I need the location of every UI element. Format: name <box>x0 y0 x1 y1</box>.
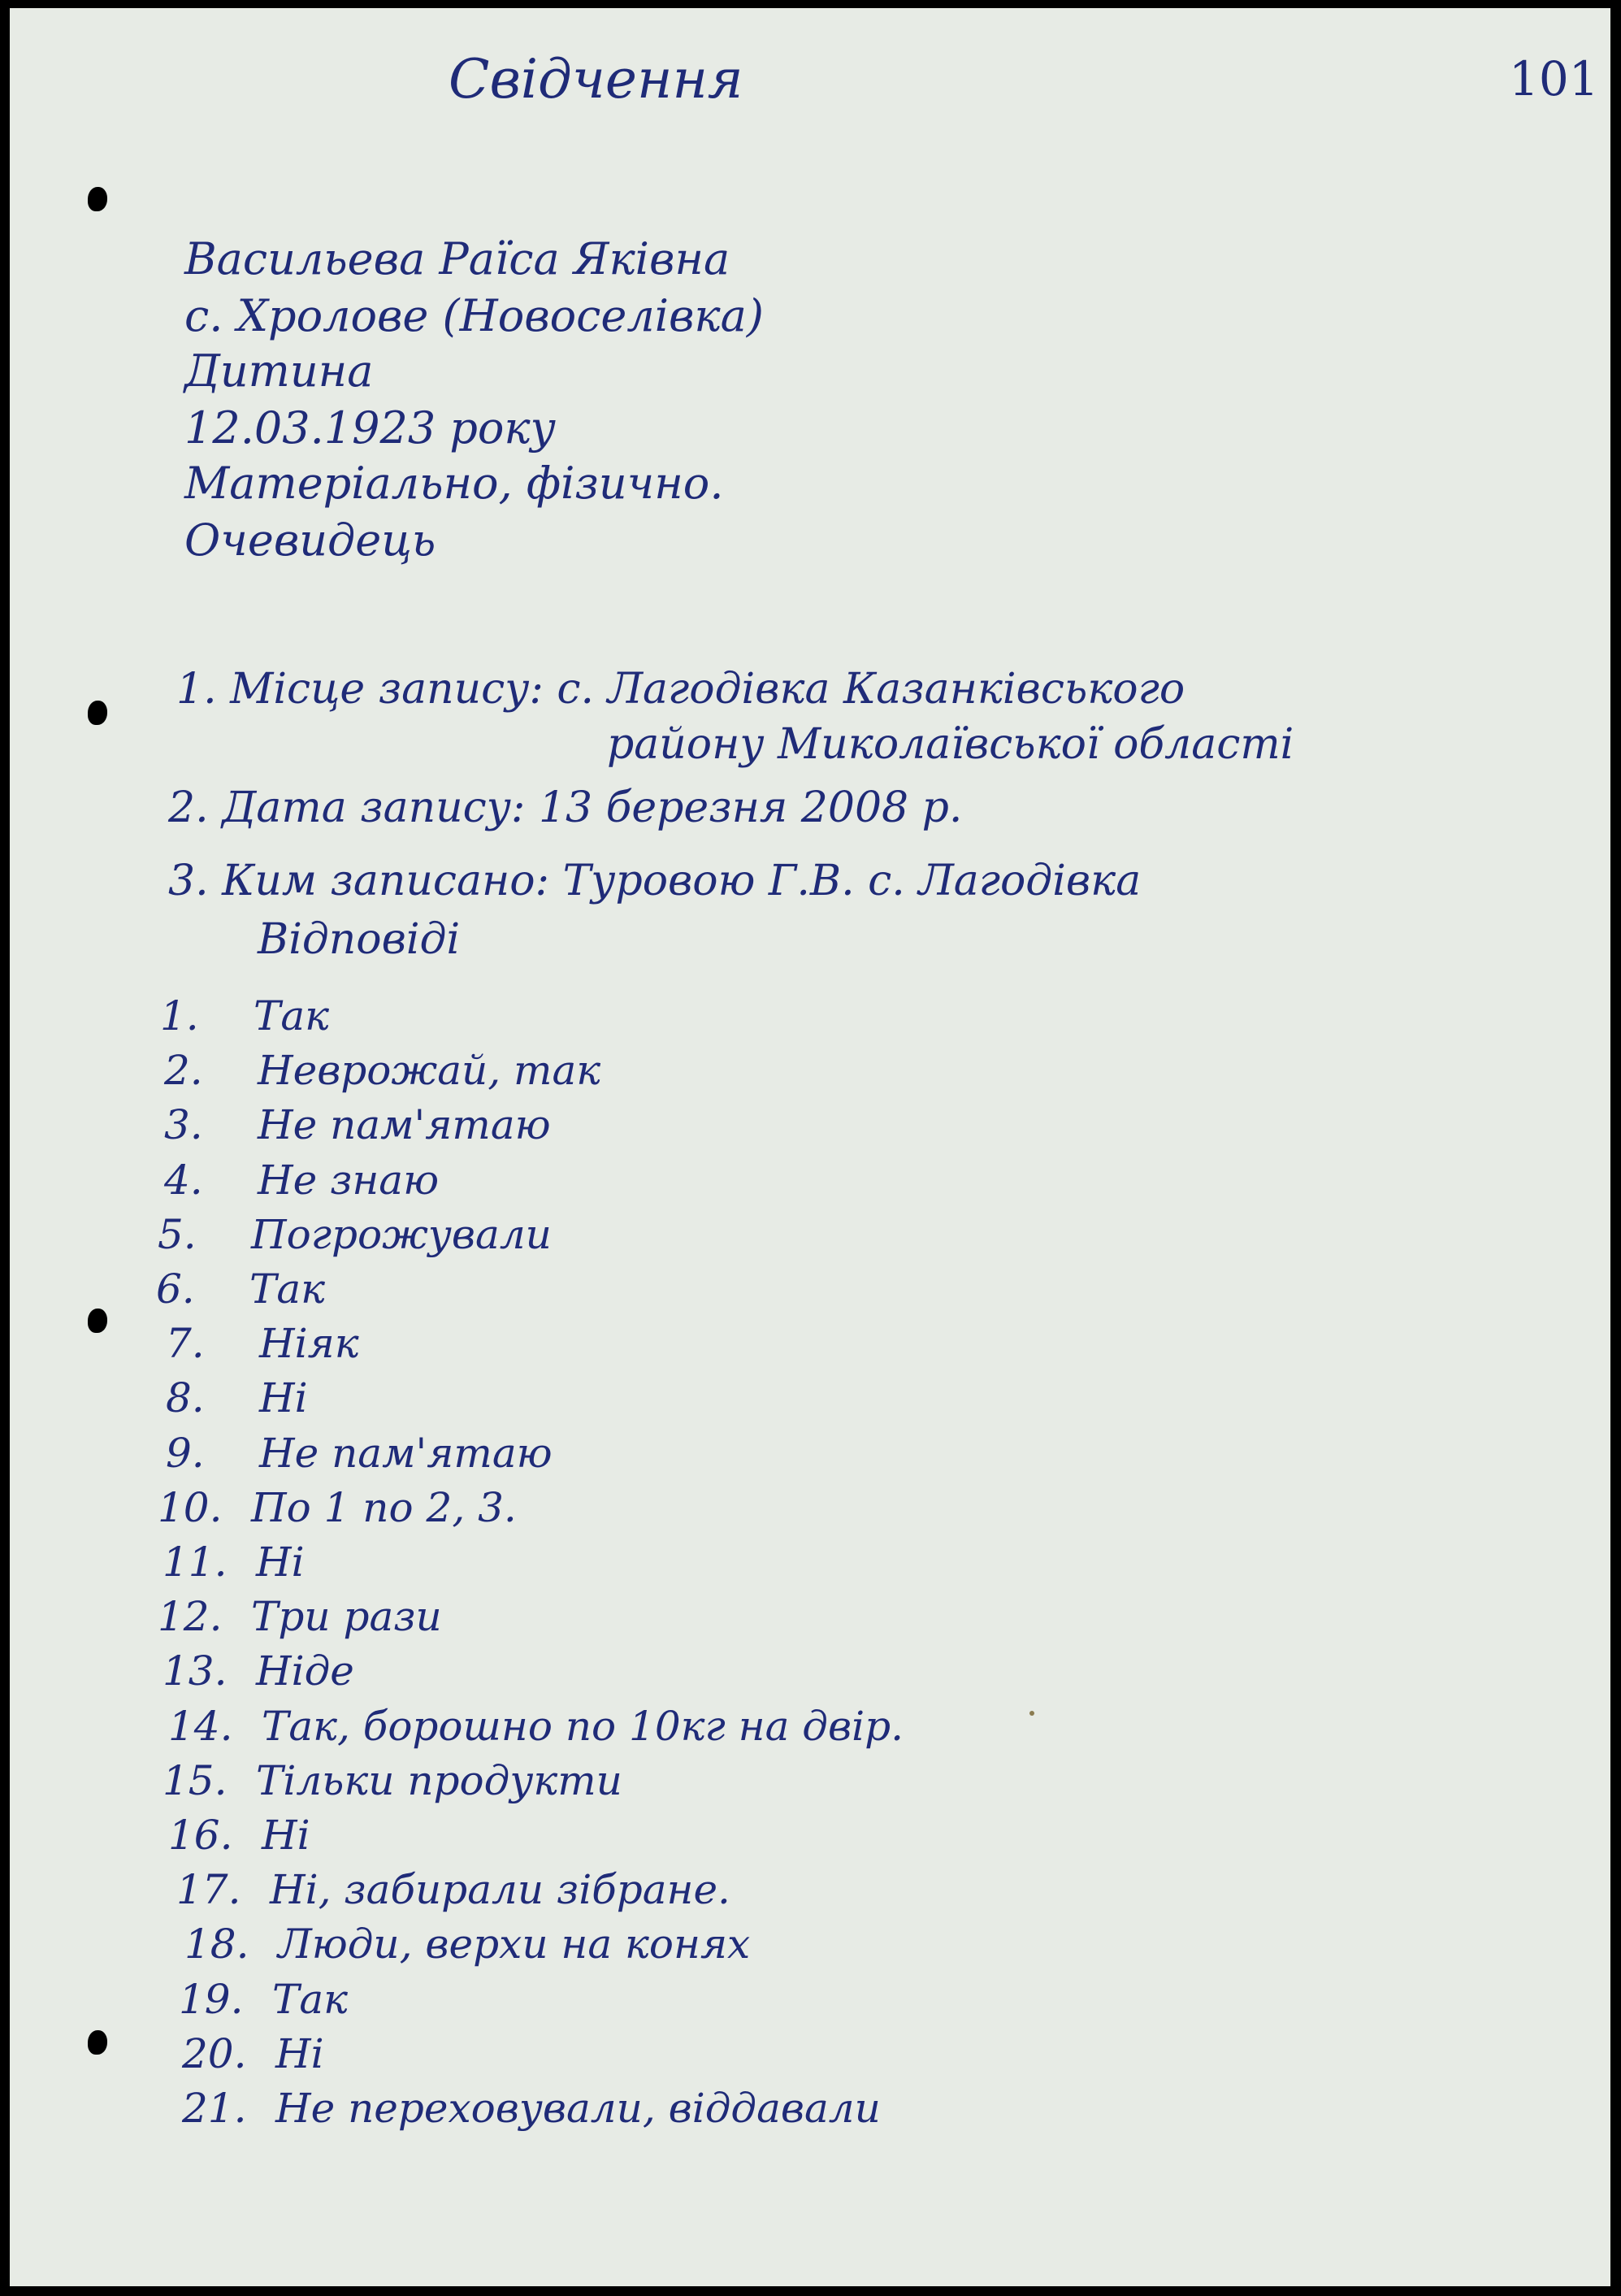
answer-number: 4. <box>164 1157 203 1204</box>
answer-text: Погрожували <box>251 1211 552 1258</box>
answer-row <box>179 1976 349 2023</box>
answer-row <box>156 1265 326 1313</box>
answer-text: Ні <box>256 1539 305 1586</box>
punch-hole <box>88 187 107 211</box>
answer-number: 8. <box>166 1374 205 1421</box>
person-role: Очевидець <box>184 514 436 566</box>
answer-row <box>158 1211 552 1258</box>
answer-number: 3. <box>164 1101 203 1148</box>
punch-hole <box>88 2030 107 2055</box>
answer-row <box>166 1374 308 1421</box>
answer-number: 14. <box>168 1703 233 1750</box>
answer-text: Неврожай, так <box>258 1047 601 1094</box>
answer-row <box>168 1812 310 1859</box>
answer-number: 17. <box>176 1866 241 1913</box>
person-birthdate: 12.03.1923 року <box>184 402 556 454</box>
answer-row <box>160 992 330 1039</box>
answer-number: 9. <box>166 1430 205 1477</box>
answer-number: 1. <box>160 992 199 1039</box>
person-village: с. Хролове (Новоселівка) <box>184 290 764 341</box>
record-place-continued: району Миколаївської області <box>607 720 1294 769</box>
answer-number: 15. <box>163 1757 228 1804</box>
answer-text: Не знаю <box>258 1157 440 1204</box>
answer-text: Так <box>254 992 330 1039</box>
answer-text: Не пам'ятаю <box>259 1430 553 1477</box>
answer-number: 5. <box>158 1211 197 1258</box>
answer-row <box>166 1320 359 1367</box>
punch-hole <box>88 701 107 725</box>
answer-row <box>164 1157 440 1204</box>
person-name: Васильева Раїса Яківна <box>184 233 730 284</box>
paper-speck <box>1029 1711 1034 1716</box>
answer-row <box>158 1593 442 1640</box>
answer-text: Ні <box>259 1374 308 1421</box>
answer-number: 10. <box>158 1484 223 1531</box>
answer-number: 21. <box>182 2085 247 2132</box>
answer-number: 18. <box>184 1921 249 1968</box>
record-place: 1. Місце запису: с. Лагодівка Казанківського <box>176 665 1185 714</box>
answer-text: Не переховували, віддавали <box>275 2085 881 2132</box>
answer-text: По 1 по 2, 3. <box>251 1484 517 1531</box>
document-sheet <box>10 8 1610 2286</box>
answer-row <box>158 1484 517 1531</box>
answer-text: Так <box>272 1976 349 2023</box>
answer-row <box>163 1647 354 1695</box>
page-number: 101 <box>1509 51 1599 106</box>
answer-text: Ні <box>262 1812 310 1859</box>
answer-text: Так, борошно по 10кг на двір. <box>262 1703 904 1750</box>
answer-row <box>163 1757 622 1804</box>
answer-row <box>164 1047 601 1094</box>
document-title: Свідчення <box>449 48 743 111</box>
answer-row <box>182 2030 324 2077</box>
answer-number: 6. <box>156 1265 195 1313</box>
record-author: 3. Ким записано: Туровою Г.В. с. Лагодівка <box>168 857 1142 905</box>
answer-row <box>184 1921 751 1968</box>
answer-number: 7. <box>166 1320 205 1367</box>
answer-text: Три рази <box>251 1593 442 1640</box>
answer-number: 11. <box>163 1539 228 1586</box>
answer-text: Так <box>249 1265 326 1313</box>
answer-row <box>168 1703 904 1750</box>
answer-text: Не пам'ятаю <box>258 1101 551 1148</box>
answers-heading: Відповіді <box>258 915 461 964</box>
answer-row <box>164 1101 551 1148</box>
punch-hole <box>88 1309 107 1333</box>
answer-text: Ніяк <box>259 1320 359 1367</box>
answer-text: Ні, забирали зібране. <box>270 1866 730 1913</box>
answer-number: 20. <box>182 2030 247 2077</box>
answer-number: 2. <box>164 1047 203 1094</box>
answer-number: 13. <box>163 1647 228 1695</box>
answer-row <box>182 2085 881 2132</box>
person-suffering: Матеріально, фізично. <box>184 458 724 509</box>
record-date: 2. Дата запису: 13 березня 2008 р. <box>168 783 963 832</box>
answer-number: 16. <box>168 1812 233 1859</box>
answer-number: 19. <box>179 1976 244 2023</box>
answer-number: 12. <box>158 1593 223 1640</box>
answer-text: Люди, верхи на конях <box>278 1921 751 1968</box>
person-status: Дитина <box>184 345 374 397</box>
answer-text: Тільки продукти <box>256 1757 622 1804</box>
answer-row <box>166 1430 553 1477</box>
answer-text: Ні <box>275 2030 324 2077</box>
answer-row <box>176 1866 730 1913</box>
answer-row <box>163 1539 305 1586</box>
answer-text: Ніде <box>256 1647 354 1695</box>
